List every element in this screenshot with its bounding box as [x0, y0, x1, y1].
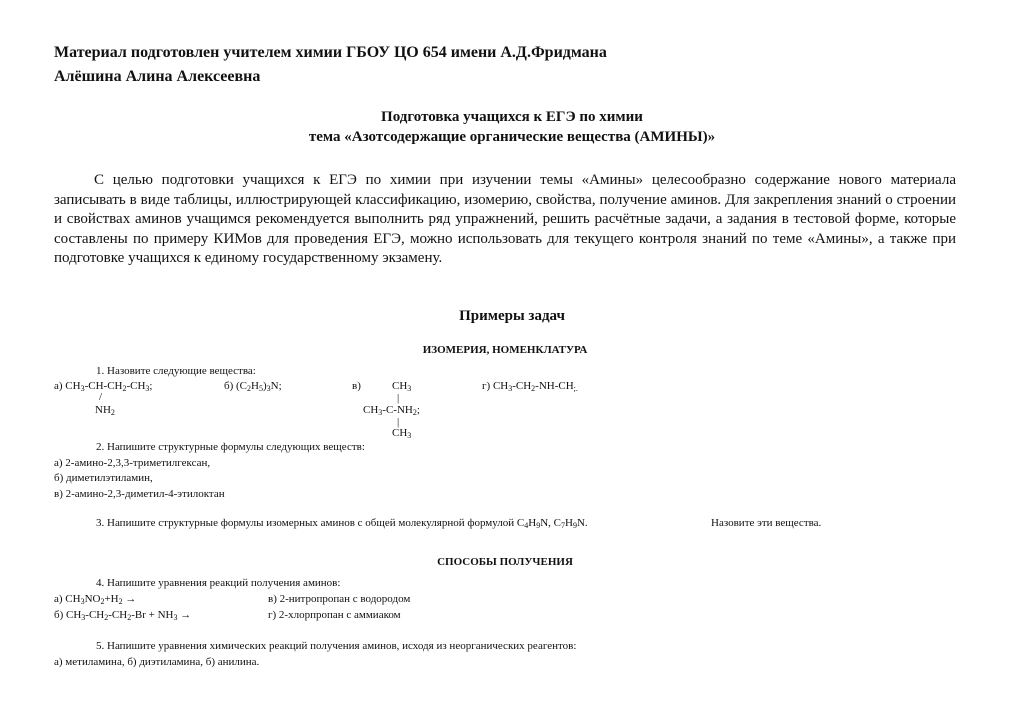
- section-title-isomerism: ИЗОМЕРИЯ, НОМЕНКЛАТУРА: [422, 344, 588, 356]
- doc-subtitle: тема «Азотсодержащие органические вещества (АМИНЫ)»: [308, 129, 716, 145]
- task1-formula-v-mid: $CH_3-C-NH_2$;: [363, 404, 420, 417]
- bond-v-top: |: [397, 392, 400, 404]
- bond-v-bottom: |: [397, 416, 400, 428]
- section-title-preparation: СПОСОБЫ ПОЛУЧЕНИЯ: [437, 556, 573, 568]
- task4-item-a: а) $CH_3NO_2+H_2$ →: [54, 593, 137, 606]
- author-name: Алёшина Алина Алексеевна: [54, 68, 261, 85]
- task4-item-v: в) 2-нитропропан с водородом: [268, 593, 411, 605]
- task5-question: 5. Напишите уравнения химических реакций получения аминов, исходя из неорганических реагентов:: [96, 640, 577, 652]
- task2-item-v: в) 2-амино-2,3-диметил-4-этилоктан: [54, 488, 225, 500]
- task2-item-a: а) 2-амино-2,3,3-триметилгексан,: [54, 457, 211, 469]
- task2-question: 2. Напишите структурные формулы следующих веществ:: [96, 441, 365, 453]
- task5-answer: а) метиламина, б) диэтиламина, б) анилина.: [54, 656, 260, 668]
- author-line: Материал подготовлен учителем химии ГБОУ ЦО 654 имени А.Д.Фридмана: [54, 44, 607, 61]
- task1-formula-b: б) $(C_2H_5)_3N$;: [224, 380, 282, 393]
- examples-title: Примеры задач: [459, 308, 565, 324]
- task1-formula-g: г) $CH_3-CH_2-NH-CH_{;.}$: [482, 380, 578, 393]
- task1-formula-a: а) $CH_3-CH-CH_2-CH_3$;: [54, 380, 153, 393]
- doc-title: Подготовка учащихся к ЕГЭ по химии: [381, 109, 643, 125]
- bond-a: /: [99, 391, 103, 403]
- task4-question: 4. Напишите уравнения реакций получения аминов:: [96, 577, 341, 589]
- intro-paragraph: С целью подготовки учащихся к ЕГЭ по химии при изучении темы «Амины» целесообразно содержание нового материала записывать в виде таблицы, иллюстрирующей классификацию, изомерию, свойства, получение аминов. Для закрепления знаний о строении и свойствах аминов учащимся рекомендуется выполнить ряд упражнений, решить расчётные задачи, а задания в тестовой форме, которые составлены по примеру КИМов для проведения ЕГЭ, можно использовать для текущего контроля знаний по теме «Амины», а также при подготовке учащихся к единому государственному экзамену.: [54, 172, 956, 267]
- task4-item-g: г) 2-хлорпропан с аммиаком: [268, 609, 401, 621]
- task4-item-b: б) $CH_3-CH_2-CH_2-Br + NH_3$ →: [54, 609, 192, 622]
- task1-formula-v-label: в): [352, 380, 361, 392]
- task1-formula-v-bottom: $CH_3$: [392, 427, 412, 440]
- task3-tail: Назовите эти вещества.: [711, 517, 822, 529]
- task1-formula-v-top: $CH_3$: [392, 380, 412, 393]
- task1-question: 1. Назовите следующие вещества:: [96, 365, 256, 377]
- task1-formula-a-nh2: $NH_2$: [95, 404, 115, 417]
- task3-question: 3. Напишите структурные формулы изомерных аминов с общей молекулярной формулой $C_4H_9N$, $C_7H_9N$.: [96, 517, 588, 530]
- task2-item-b: б) диметилэтиламин,: [54, 472, 153, 484]
